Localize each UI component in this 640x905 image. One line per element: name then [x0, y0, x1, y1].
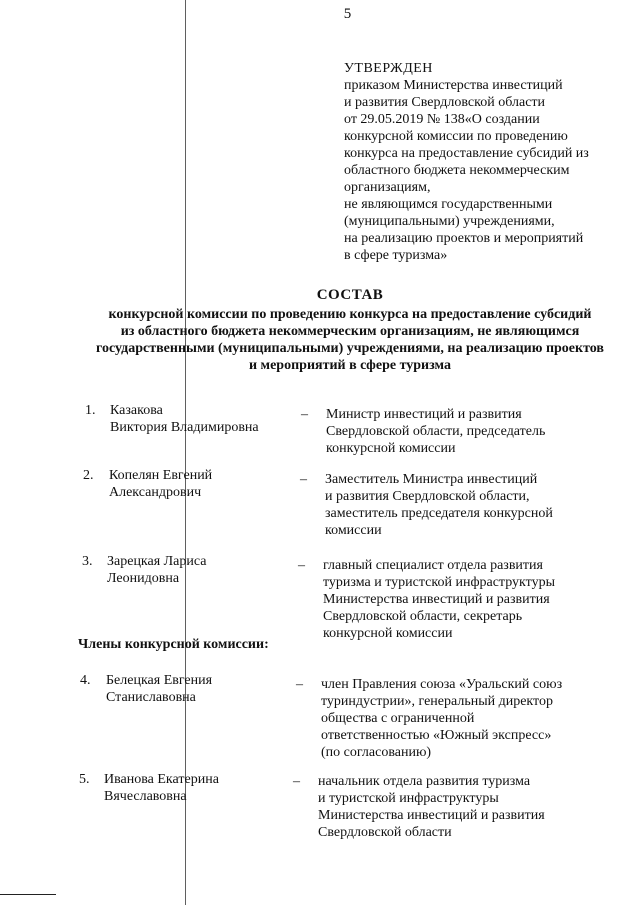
member-name — [109, 467, 212, 501]
member-dash: – — [301, 407, 308, 422]
role-line: (по согласованию) — [321, 745, 432, 760]
member-dash: – — [293, 774, 300, 789]
member-name — [106, 672, 212, 706]
approval-line: и развития Свердловской области — [344, 95, 546, 110]
member-given-names: Александрович — [109, 485, 202, 500]
member-surname: Иванова Екатерина — [104, 772, 219, 787]
approval-line: приказом Министерства инвестиций — [344, 78, 563, 93]
member-surname: Копелян Евгений — [109, 468, 213, 483]
role-line: главный специалист отдела развития — [323, 558, 543, 573]
role-line: конкурсной комиссии — [323, 626, 453, 641]
title-main: СОСТАВ — [316, 287, 384, 303]
scan-fold-line — [185, 0, 186, 905]
role-line: комиссии — [325, 523, 382, 538]
approval-line: в сфере туризма» — [344, 248, 448, 263]
member-surname: Белецкая Евгения — [106, 673, 213, 688]
role-line: Министр инвестиций и развития — [326, 407, 522, 422]
member-surname: Зарецкая Лариса — [107, 554, 207, 569]
role-line: Свердловской области, секретарь — [323, 609, 523, 624]
member-name — [107, 553, 206, 587]
role-line: общества с ограниченной — [321, 711, 475, 726]
approval-line: конкурсной комиссии по проведению — [344, 129, 568, 144]
role-line: член Правления союза «Уральский союз — [321, 677, 563, 692]
member-dash: – — [300, 472, 307, 487]
role-line: туризма и туристской инфраструктуры — [323, 575, 555, 590]
role-line: заместитель председателя конкурсной — [325, 506, 553, 521]
member-role — [321, 676, 591, 761]
title-line: и мероприятий в сфере туризма — [248, 358, 451, 373]
role-line: конкурсной комиссии — [326, 441, 456, 456]
members-section-heading: Члены конкурсной комиссии: — [78, 637, 269, 652]
role-line: Заместитель Министра инвестиций — [325, 472, 538, 487]
member-name — [104, 771, 219, 805]
member-given-names: Виктория Владимировна — [110, 420, 259, 435]
member-name — [110, 402, 259, 436]
member-surname: Казакова — [110, 403, 163, 418]
member-number: 1. — [85, 403, 96, 418]
role-line: и развития Свердловской области, — [325, 489, 530, 504]
role-line: Министерства инвестиций и развития — [318, 808, 545, 823]
title-line: из областного бюджета некоммерческим организациям, не являющимся — [120, 324, 580, 339]
role-line: и туристской инфраструктуры — [318, 791, 499, 806]
role-line: начальник отдела развития туризма — [318, 774, 531, 789]
title-line: конкурсной комиссии по проведению конкурса на предоставление субсидий — [108, 307, 592, 322]
member-number: 2. — [83, 468, 94, 483]
member-role — [326, 406, 596, 457]
member-given-names: Станиславовна — [106, 690, 196, 705]
member-number: 5. — [79, 772, 90, 787]
role-line: Министерства инвестиций и развития — [323, 592, 550, 607]
approval-stamp-block — [344, 60, 624, 264]
title-line: государственными (муниципальными) учреждениями, на реализацию проектов — [96, 341, 604, 356]
member-dash: – — [296, 677, 303, 692]
member-role — [318, 773, 588, 841]
member-given-names: Вячеславовна — [104, 789, 187, 804]
role-line: Свердловской области — [318, 825, 452, 840]
role-line: ответственностью «Южный экспресс» — [321, 728, 552, 743]
document-title — [60, 287, 640, 374]
member-role — [323, 557, 593, 642]
member-number: 4. — [80, 673, 91, 688]
page-number: 5 — [343, 6, 352, 22]
approval-line: организациям, — [344, 180, 431, 195]
role-line: Свердловской области, председатель — [326, 424, 546, 439]
approval-line: от 29.05.2019 № 138«О создании — [344, 112, 540, 127]
approval-line: областного бюджета некоммерческим — [344, 163, 570, 178]
approval-line: (муниципальными) учреждениями, — [344, 214, 555, 229]
approval-heading: УТВЕРЖДЕН — [344, 61, 433, 76]
member-dash: – — [298, 558, 305, 573]
member-given-names: Леонидовна — [107, 571, 180, 586]
member-number: 3. — [82, 554, 93, 569]
approval-line: конкурса на предоставление субсидий из — [344, 146, 589, 161]
scan-edge-line — [0, 894, 56, 895]
member-role — [325, 471, 595, 539]
approval-line: на реализацию проектов и мероприятий — [344, 231, 584, 246]
role-line: туриндустрии», генеральный директор — [321, 694, 553, 709]
approval-line: не являющимся государственными — [344, 197, 553, 212]
